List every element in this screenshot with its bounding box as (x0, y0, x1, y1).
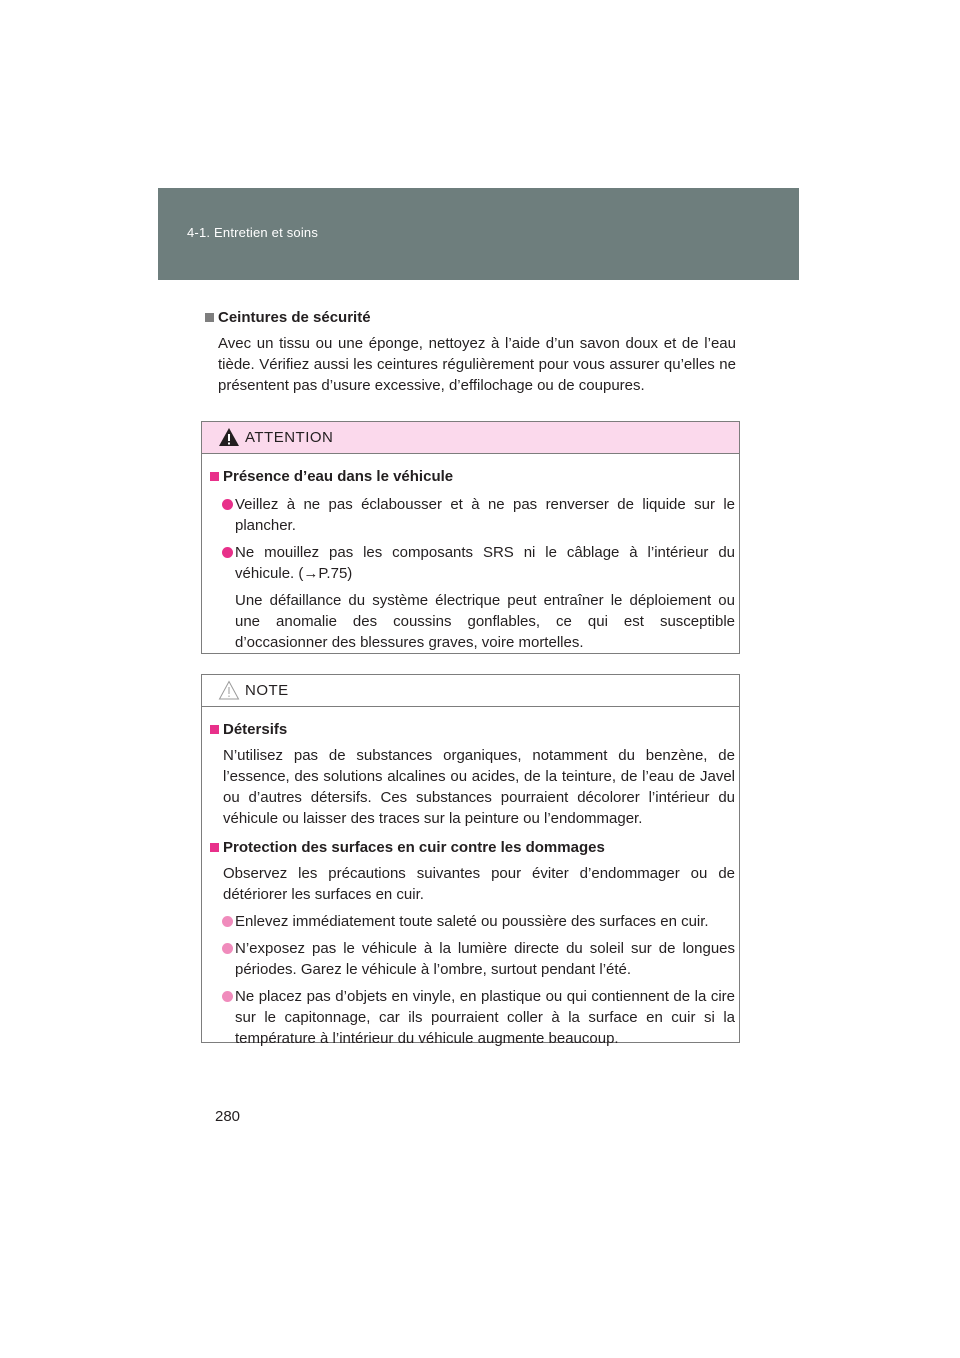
list-item-text: Ne placez pas d’objets en vinyle, en plastique ou qui contiennent de la cire sur le capitonnage, car ils pourraient coller à la surface en cuir si la température à l’intérieur du véhicule augmente beaucoup. (235, 988, 735, 1047)
section-text: Avec un tissu ou une éponge, nettoyez à l’aide d’un savon doux et de l’eau tiède. Vérifiez aussi les ceintures régulièrement pour vous assurer qu’elles ne présentent pas d’usure excessive, d’effilochage ou de coupures. (218, 335, 736, 394)
note-heading-text: Détersifs (223, 721, 288, 738)
square-bullet-icon (205, 313, 214, 322)
list-item (210, 938, 735, 980)
section-heading-text: Ceintures de sécurité (218, 309, 371, 326)
list-item-text: N’exposez pas le véhicule à la lumière directe du soleil sur de longues périodes. Garez le véhicule à l’ombre, surtout pendant l’été. (235, 940, 735, 978)
caution-triangle-icon (218, 680, 240, 700)
square-bullet-icon (210, 472, 219, 481)
list-item (210, 494, 735, 536)
bullet-dot-icon (222, 991, 233, 1002)
section-heading (205, 307, 736, 329)
attention-body (202, 454, 739, 663)
list-item-text: Ne mouillez pas les composants SRS ni le câblage à l’intérieur du véhicule. (→P.75) (235, 544, 735, 582)
attention-heading (210, 466, 735, 488)
note-heading (210, 719, 735, 741)
chapter-title: 4-1. Entretien et soins (187, 225, 319, 240)
page-number: 280 (215, 1108, 241, 1125)
note-label: NOTE (245, 682, 289, 699)
note-box (201, 674, 740, 1047)
list-item (210, 542, 735, 584)
list-item-text: Veillez à ne pas éclabousser et à ne pas renverser de liquide sur le plancher. (235, 496, 735, 534)
list-item (210, 911, 735, 932)
note-heading-text: Protection des surfaces en cuir contre les dommages (223, 839, 605, 856)
note-body (202, 707, 739, 1059)
list-item-text: Enlevez immédiatement toute saleté ou poussière des surfaces en cuir. (235, 913, 709, 930)
attention-note-text: Une défaillance du système électrique peut entraîner le déploiement ou une anomalie des coussins gonflables, ce qui est susceptible d’occasionner des blessures graves, voire mortelles. (235, 592, 735, 651)
note-text: Observez les précautions suivantes pour éviter d’endommager ou de détériorer les surfaces en cuir. (223, 865, 735, 903)
note-heading (210, 837, 735, 859)
square-bullet-icon (210, 843, 219, 852)
attention-label: ATTENTION (245, 429, 334, 446)
bullet-dot-icon (222, 916, 233, 927)
list-item (210, 986, 735, 1049)
bullet-dot-icon (222, 547, 233, 558)
bullet-dot-icon (222, 943, 233, 954)
note-header (202, 675, 739, 707)
warning-triangle-icon (218, 427, 240, 447)
square-bullet-icon (210, 725, 219, 734)
chapter-header (158, 188, 799, 280)
note-text: N’utilisez pas de substances organiques, notamment du benzène, de l’essence, des solutions alcalines ou acides, de la teinture, de l’eau de Javel ou d’autres détersifs. Ces substances pourraient décolorer l’intérieur du véhicule ou laisser des traces sur la peinture ou l’endommager. (223, 747, 735, 827)
bullet-dot-icon (222, 499, 233, 510)
attention-box (201, 421, 740, 654)
attention-heading-text: Présence d’eau dans le véhicule (223, 468, 454, 485)
attention-header (202, 422, 739, 454)
seatbelts-section (205, 307, 736, 396)
